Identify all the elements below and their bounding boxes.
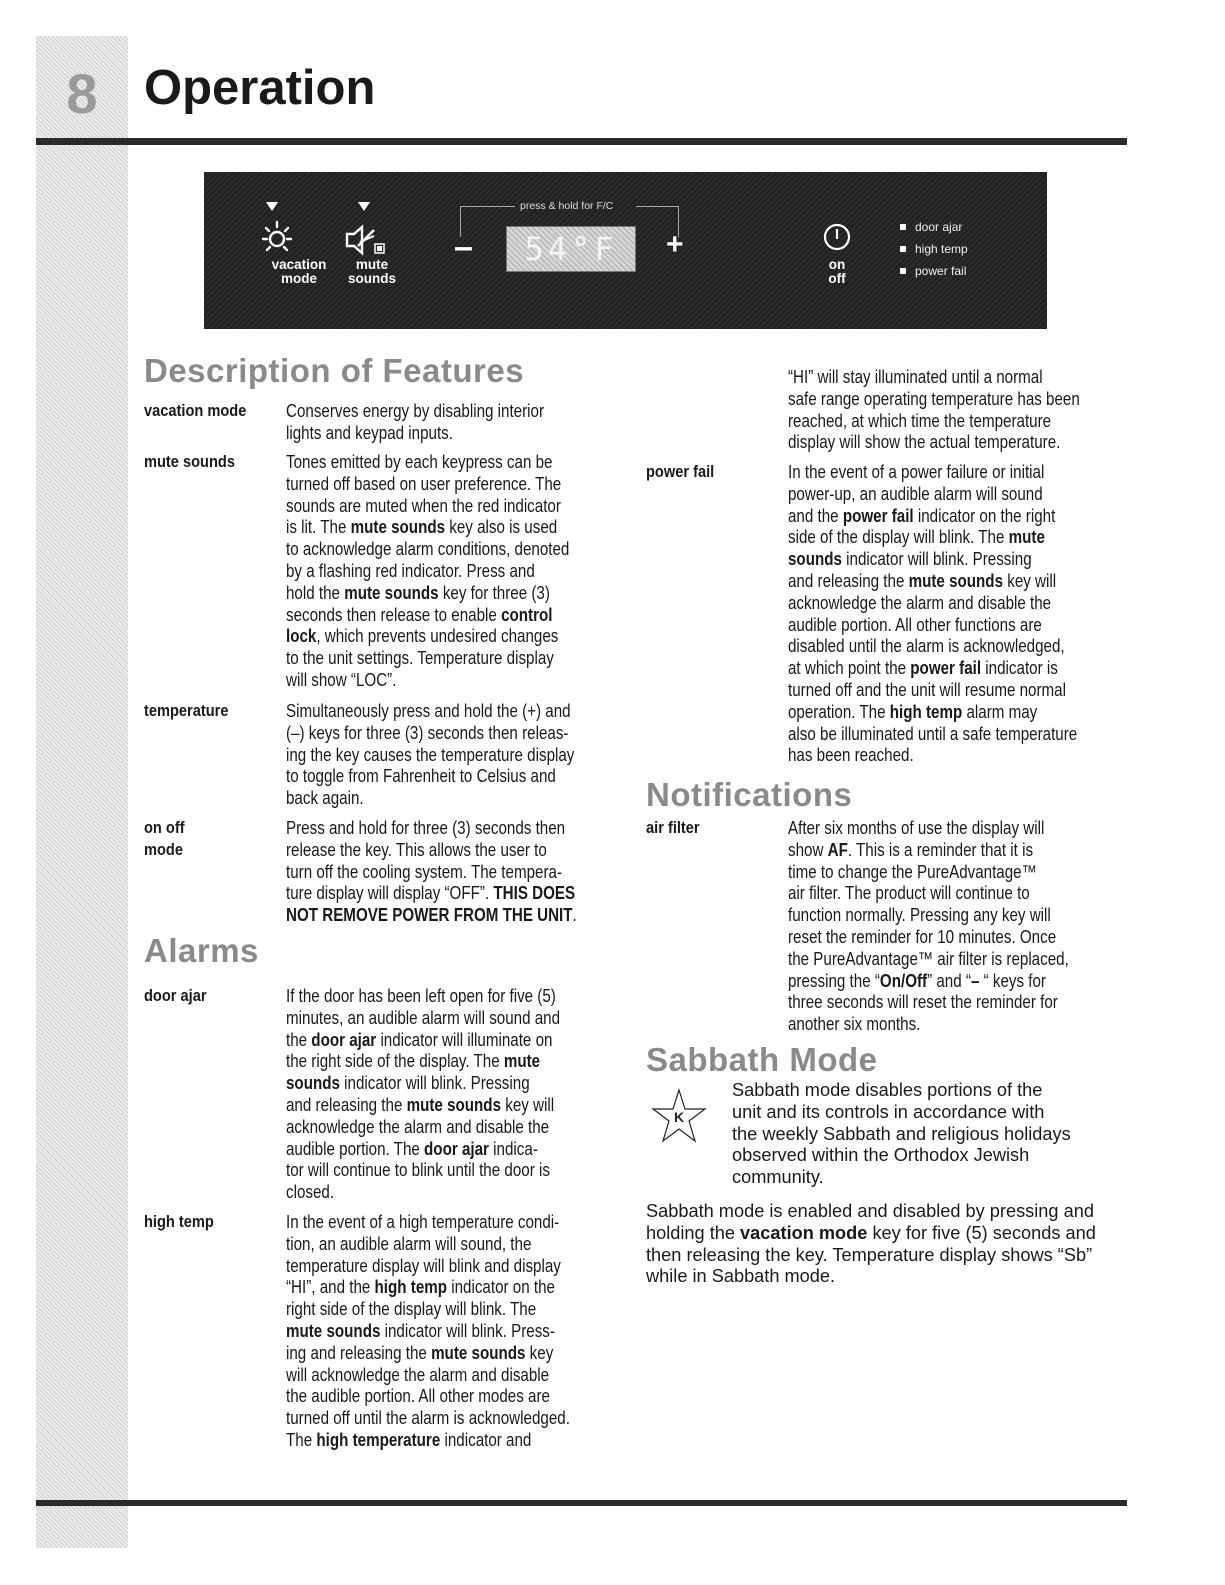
text-run: The bbox=[286, 1428, 317, 1450]
text-run-bold: mute bbox=[503, 1050, 541, 1072]
desc-line bbox=[286, 604, 614, 626]
vacation-mode-key-label bbox=[266, 258, 332, 286]
desc-line: to toggle from Fahrenheit to Celsius and bbox=[286, 765, 556, 787]
desc-power-fail bbox=[788, 461, 1120, 766]
desc-line: temperature display will blink and display bbox=[286, 1254, 561, 1276]
desc-line: time to change the PureAdvantage™ bbox=[788, 860, 1037, 882]
text-run-bold: high temperature bbox=[316, 1428, 441, 1450]
desc-line: lights and keypad inputs. bbox=[286, 421, 453, 443]
desc-line: tion, an audible alarm will sound, the bbox=[286, 1232, 532, 1254]
text-run: indicator will blink. Press- bbox=[380, 1319, 555, 1341]
mute-sounds-key-label bbox=[344, 258, 400, 286]
text-run: and the bbox=[788, 504, 843, 526]
text-run: holding the bbox=[646, 1222, 741, 1243]
text-run-bold: sounds bbox=[286, 1072, 340, 1094]
desc-line: air filter. The product will continue to bbox=[788, 882, 1030, 904]
mute-label-line: mute bbox=[355, 257, 389, 272]
desc-line: power-up, an audible alarm will sound bbox=[788, 482, 1043, 504]
power-icon bbox=[822, 222, 852, 252]
desc-line: sounds are muted when the red indicator bbox=[286, 494, 561, 516]
indicator-label: high temp bbox=[915, 242, 968, 256]
text-run: alarm may bbox=[962, 700, 1038, 722]
chapter-sidebar bbox=[36, 36, 128, 1548]
text-run: operation. The bbox=[788, 700, 890, 722]
desc-line: turned off based on user preference. The bbox=[286, 472, 562, 494]
desc-air-filter bbox=[788, 817, 1120, 1035]
text-run: ture display will display “OFF”. bbox=[286, 882, 494, 904]
text-run: indicator will illuminate on bbox=[376, 1028, 553, 1050]
temperature-display: 54°F bbox=[506, 226, 636, 272]
vacation-label-line: mode bbox=[280, 271, 317, 286]
text-run: at which point the bbox=[788, 657, 911, 679]
indicator-dot-icon bbox=[900, 268, 906, 274]
desc-line bbox=[788, 548, 1120, 570]
text-run-bold: mute sounds bbox=[406, 1093, 502, 1115]
text-run-bold: vacation mode bbox=[740, 1222, 868, 1243]
plus-key: + bbox=[666, 228, 684, 261]
desc-line: disabled until the alarm is acknowledged, bbox=[788, 635, 1065, 657]
high-temp-indicator bbox=[900, 238, 968, 260]
text-run: show bbox=[788, 838, 828, 860]
term-air-filter: air filter bbox=[646, 818, 700, 837]
notifications-heading: Notifications bbox=[646, 776, 853, 813]
desc-line: has been reached. bbox=[788, 744, 914, 766]
intro-line: unit and its controls in accordance with bbox=[732, 1101, 1045, 1122]
term-on-off-mode bbox=[144, 817, 185, 861]
intro-line: Sabbath mode disables portions of the bbox=[732, 1080, 1043, 1100]
sabbath-intro bbox=[732, 1080, 1071, 1189]
desc-line bbox=[286, 582, 614, 604]
text-run: . This is a reminder that it is bbox=[847, 838, 1034, 860]
desc-line: will acknowledge the alarm and disable bbox=[286, 1363, 550, 1385]
desc-line: three seconds will reset the reminder for bbox=[788, 991, 1058, 1013]
desc-line: ing the key causes the temperature display bbox=[286, 743, 575, 765]
text-run-bold: mute sounds bbox=[431, 1341, 526, 1363]
text-run: side of the display will blink. The bbox=[788, 526, 1009, 548]
vacation-indicator-triangle-icon bbox=[266, 202, 278, 211]
text-run: indicator will blink. Pressing bbox=[339, 1072, 530, 1094]
term-power-fail: power fail bbox=[646, 462, 715, 481]
text-run-bold: sounds bbox=[788, 548, 842, 570]
desc-line: turn off the cooling system. The tempera- bbox=[286, 860, 563, 882]
text-run: and releasing the bbox=[788, 569, 909, 591]
desc-line: audible portion. All other functions are bbox=[788, 613, 1042, 635]
text-run-bold: mute sounds bbox=[908, 569, 1004, 591]
text-run: “HI”, and the bbox=[286, 1276, 375, 1298]
paragraph-line: while in Sabbath mode. bbox=[646, 1266, 836, 1287]
desc-door-ajar bbox=[286, 985, 614, 1203]
desc-line: back again. bbox=[286, 787, 364, 809]
desc-line bbox=[788, 839, 1120, 861]
desc-line bbox=[286, 1072, 614, 1094]
star-k-letter: K bbox=[673, 1109, 685, 1125]
desc-line: by a flashing red indicator. Press and bbox=[286, 559, 535, 581]
text-run: “ keys for bbox=[979, 969, 1046, 991]
desc-line bbox=[286, 1050, 614, 1072]
desc-line: If the door has been left open for five (5) bbox=[286, 985, 556, 1006]
text-run: key for three (3) bbox=[438, 581, 550, 603]
alarms-heading: Alarms bbox=[144, 932, 259, 969]
text-run-bold: lock bbox=[286, 625, 317, 647]
desc-high-temp bbox=[286, 1211, 614, 1451]
text-run-bold: On/Off bbox=[879, 969, 928, 991]
star-k-kosher-icon bbox=[650, 1088, 708, 1146]
desc-line: turned off until the alarm is acknowledged. bbox=[286, 1407, 570, 1429]
desc-line bbox=[286, 516, 614, 538]
desc-line bbox=[286, 1429, 614, 1451]
desc-line: minutes, an audible alarm will sound and bbox=[286, 1006, 561, 1028]
text-run: ing and releasing the bbox=[286, 1341, 432, 1363]
intro-line: the weekly Sabbath and religious holidays bbox=[732, 1123, 1071, 1144]
desc-line: reset the reminder for 10 minutes. Once bbox=[788, 925, 1057, 947]
text-run-bold: power fail bbox=[910, 657, 982, 679]
desc-line: the audible portion. All other modes are bbox=[286, 1385, 550, 1407]
desc-mute-sounds bbox=[286, 451, 614, 691]
desc-line: (–) keys for three (3) seconds then releas- bbox=[286, 721, 569, 743]
desc-temperature bbox=[286, 700, 614, 809]
control-panel-illustration bbox=[204, 172, 1047, 329]
desc-line bbox=[788, 526, 1120, 548]
text-run: indicator is bbox=[981, 657, 1058, 679]
text-run-bold: mute sounds bbox=[344, 581, 439, 603]
desc-line: safe range operating temperature has been bbox=[788, 387, 1080, 409]
desc-line: display will show the actual temperature. bbox=[788, 431, 1061, 453]
desc-line bbox=[286, 1029, 614, 1051]
paragraph-line bbox=[646, 1223, 1096, 1245]
desc-line: Conserves energy by disabling interior bbox=[286, 400, 545, 421]
text-run: key bbox=[525, 1341, 554, 1363]
text-run-bold: mute sounds bbox=[350, 516, 446, 538]
desc-line bbox=[788, 970, 1120, 992]
desc-line: release the key. This allows the user to bbox=[286, 838, 547, 860]
text-run: indicator will blink. Pressing bbox=[841, 548, 1032, 570]
desc-line: function normally. Pressing any key will bbox=[788, 904, 1051, 926]
paragraph-line: Sabbath mode is enabled and disabled by pressing and bbox=[646, 1201, 1094, 1221]
text-run: . bbox=[572, 904, 577, 926]
desc-line: the PureAdvantage™ air filter is replaced, bbox=[788, 947, 1069, 969]
desc-line: acknowledge the alarm and disable the bbox=[788, 591, 1052, 613]
text-run-bold: NOT REMOVE POWER FROM THE UNIT bbox=[286, 904, 573, 926]
text-run-bold: mute bbox=[1008, 526, 1045, 548]
desc-line bbox=[788, 701, 1120, 723]
text-run: indicator and bbox=[440, 1428, 532, 1450]
desc-line: Simultaneously press and hold the (+) and bbox=[286, 700, 571, 721]
desc-line bbox=[788, 570, 1120, 592]
desc-line: In the event of a high temperature condi- bbox=[286, 1211, 560, 1232]
desc-line: After six months of use the display will bbox=[788, 817, 1045, 838]
text-run: and releasing the bbox=[286, 1093, 407, 1115]
text-run: key also is used bbox=[445, 516, 558, 538]
desc-line bbox=[788, 657, 1120, 679]
text-run-bold: AF bbox=[827, 838, 848, 860]
chapter-number: 8 bbox=[66, 62, 98, 125]
text-run: is lit. The bbox=[286, 516, 351, 538]
desc-line: will show “LOC”. bbox=[286, 668, 397, 690]
hold-hint-text: press & hold for F/C bbox=[520, 200, 614, 212]
text-run: , which prevents undesired changes bbox=[316, 625, 559, 647]
text-run: indicator on the bbox=[447, 1276, 555, 1298]
desc-line: closed. bbox=[286, 1181, 335, 1203]
text-run: key will bbox=[501, 1093, 555, 1115]
term-line: on off bbox=[144, 818, 185, 837]
paragraph-line: then releasing the key. Temperature display shows “Sb” bbox=[646, 1244, 1093, 1265]
indicator-dot-icon bbox=[900, 246, 906, 252]
text-run: ” and “ bbox=[927, 969, 971, 991]
text-run-bold: door ajar bbox=[424, 1137, 489, 1159]
desc-line: “HI” will stay illuminated until a normal bbox=[788, 366, 1043, 387]
desc-line: tor will continue to blink until the door is bbox=[286, 1159, 550, 1181]
desc-line: also be illuminated until a safe temperature bbox=[788, 722, 1078, 744]
text-run: the right side of the display. The bbox=[286, 1050, 504, 1072]
indicator-label: power fail bbox=[915, 264, 967, 278]
desc-vacation-mode bbox=[286, 400, 614, 444]
mute-indicator-triangle-icon bbox=[358, 202, 370, 211]
desc-line: reached, at which time the temperature bbox=[788, 409, 1052, 431]
onoff-label-line: on bbox=[828, 257, 846, 272]
desc-line bbox=[788, 505, 1120, 527]
desc-line bbox=[286, 1320, 614, 1342]
sabbath-heading: Sabbath Mode bbox=[646, 1041, 878, 1078]
vacation-label-line: vacation bbox=[271, 257, 327, 272]
on-off-key-label bbox=[816, 258, 858, 286]
term-door-ajar: door ajar bbox=[144, 986, 207, 1005]
desc-line: to acknowledge alarm conditions, denoted bbox=[286, 538, 570, 560]
desc-line bbox=[286, 1138, 614, 1160]
desc-line: to the unit settings. Temperature display bbox=[286, 647, 554, 669]
desc-line: acknowledge the alarm and disable the bbox=[286, 1115, 550, 1137]
intro-line: community. bbox=[732, 1167, 824, 1188]
term-temperature: temperature bbox=[144, 701, 229, 720]
page-title: Operation bbox=[144, 61, 376, 115]
sabbath-paragraph bbox=[646, 1201, 1096, 1288]
text-run-bold: high temp bbox=[889, 700, 963, 722]
text-run-bold: power fail bbox=[842, 504, 914, 526]
text-run: the bbox=[286, 1028, 312, 1050]
indicator-label: door ajar bbox=[915, 220, 963, 234]
vacation-sun-icon bbox=[260, 220, 294, 254]
text-run: indica- bbox=[488, 1137, 538, 1159]
indicator-list bbox=[900, 216, 968, 282]
desc-line: right side of the display will blink. The bbox=[286, 1298, 537, 1320]
bottom-rule bbox=[36, 1500, 1127, 1506]
desc-line bbox=[286, 882, 614, 904]
text-run-bold: – bbox=[970, 969, 980, 991]
desc-line bbox=[286, 904, 614, 926]
text-run-bold: door ajar bbox=[311, 1028, 377, 1050]
desc-line: Tones emitted by each keypress can be bbox=[286, 451, 553, 472]
text-run: audible portion. The bbox=[286, 1137, 425, 1159]
desc-line bbox=[286, 1342, 614, 1364]
text-run: hold the bbox=[286, 581, 345, 603]
indicator-dot-icon bbox=[900, 224, 906, 230]
minus-key: – bbox=[454, 228, 473, 266]
desc-line: In the event of a power failure or initial bbox=[788, 461, 1045, 482]
desc-line bbox=[286, 1276, 614, 1298]
desc-line: another six months. bbox=[788, 1013, 921, 1035]
term-high-temp: high temp bbox=[144, 1212, 214, 1231]
desc-line bbox=[286, 625, 614, 647]
desc-line: Press and hold for three (3) seconds then bbox=[286, 817, 566, 838]
desc-line: turned off and the unit will resume normal bbox=[788, 678, 1066, 700]
features-heading: Description of Features bbox=[144, 352, 525, 389]
door-ajar-indicator bbox=[900, 216, 968, 238]
text-run: indicator on the right bbox=[913, 504, 1056, 526]
term-mute-sounds: mute sounds bbox=[144, 452, 235, 471]
term-line: mode bbox=[144, 839, 183, 859]
text-run-bold: THIS DOES bbox=[493, 882, 576, 904]
mute-speaker-icon bbox=[344, 224, 386, 256]
onoff-label-line: off bbox=[828, 271, 846, 286]
text-run: key will bbox=[1003, 569, 1057, 591]
intro-line: observed within the Orthodox Jewish bbox=[732, 1145, 1030, 1166]
desc-high-temp-continued bbox=[788, 366, 1120, 453]
desc-line bbox=[286, 1094, 614, 1116]
text-run-bold: high temp bbox=[374, 1276, 448, 1298]
text-run: seconds then release to enable bbox=[286, 603, 502, 625]
mute-label-line: sounds bbox=[347, 271, 396, 286]
text-run: pressing the “ bbox=[788, 969, 880, 991]
text-run: key for five (5) seconds and bbox=[867, 1222, 1096, 1243]
desc-on-off-mode bbox=[286, 817, 614, 926]
text-run-bold: control bbox=[501, 603, 553, 625]
top-rule bbox=[36, 138, 1127, 145]
power-fail-indicator bbox=[900, 260, 968, 282]
text-run-bold: mute sounds bbox=[286, 1319, 381, 1341]
term-vacation-mode: vacation mode bbox=[144, 401, 247, 420]
